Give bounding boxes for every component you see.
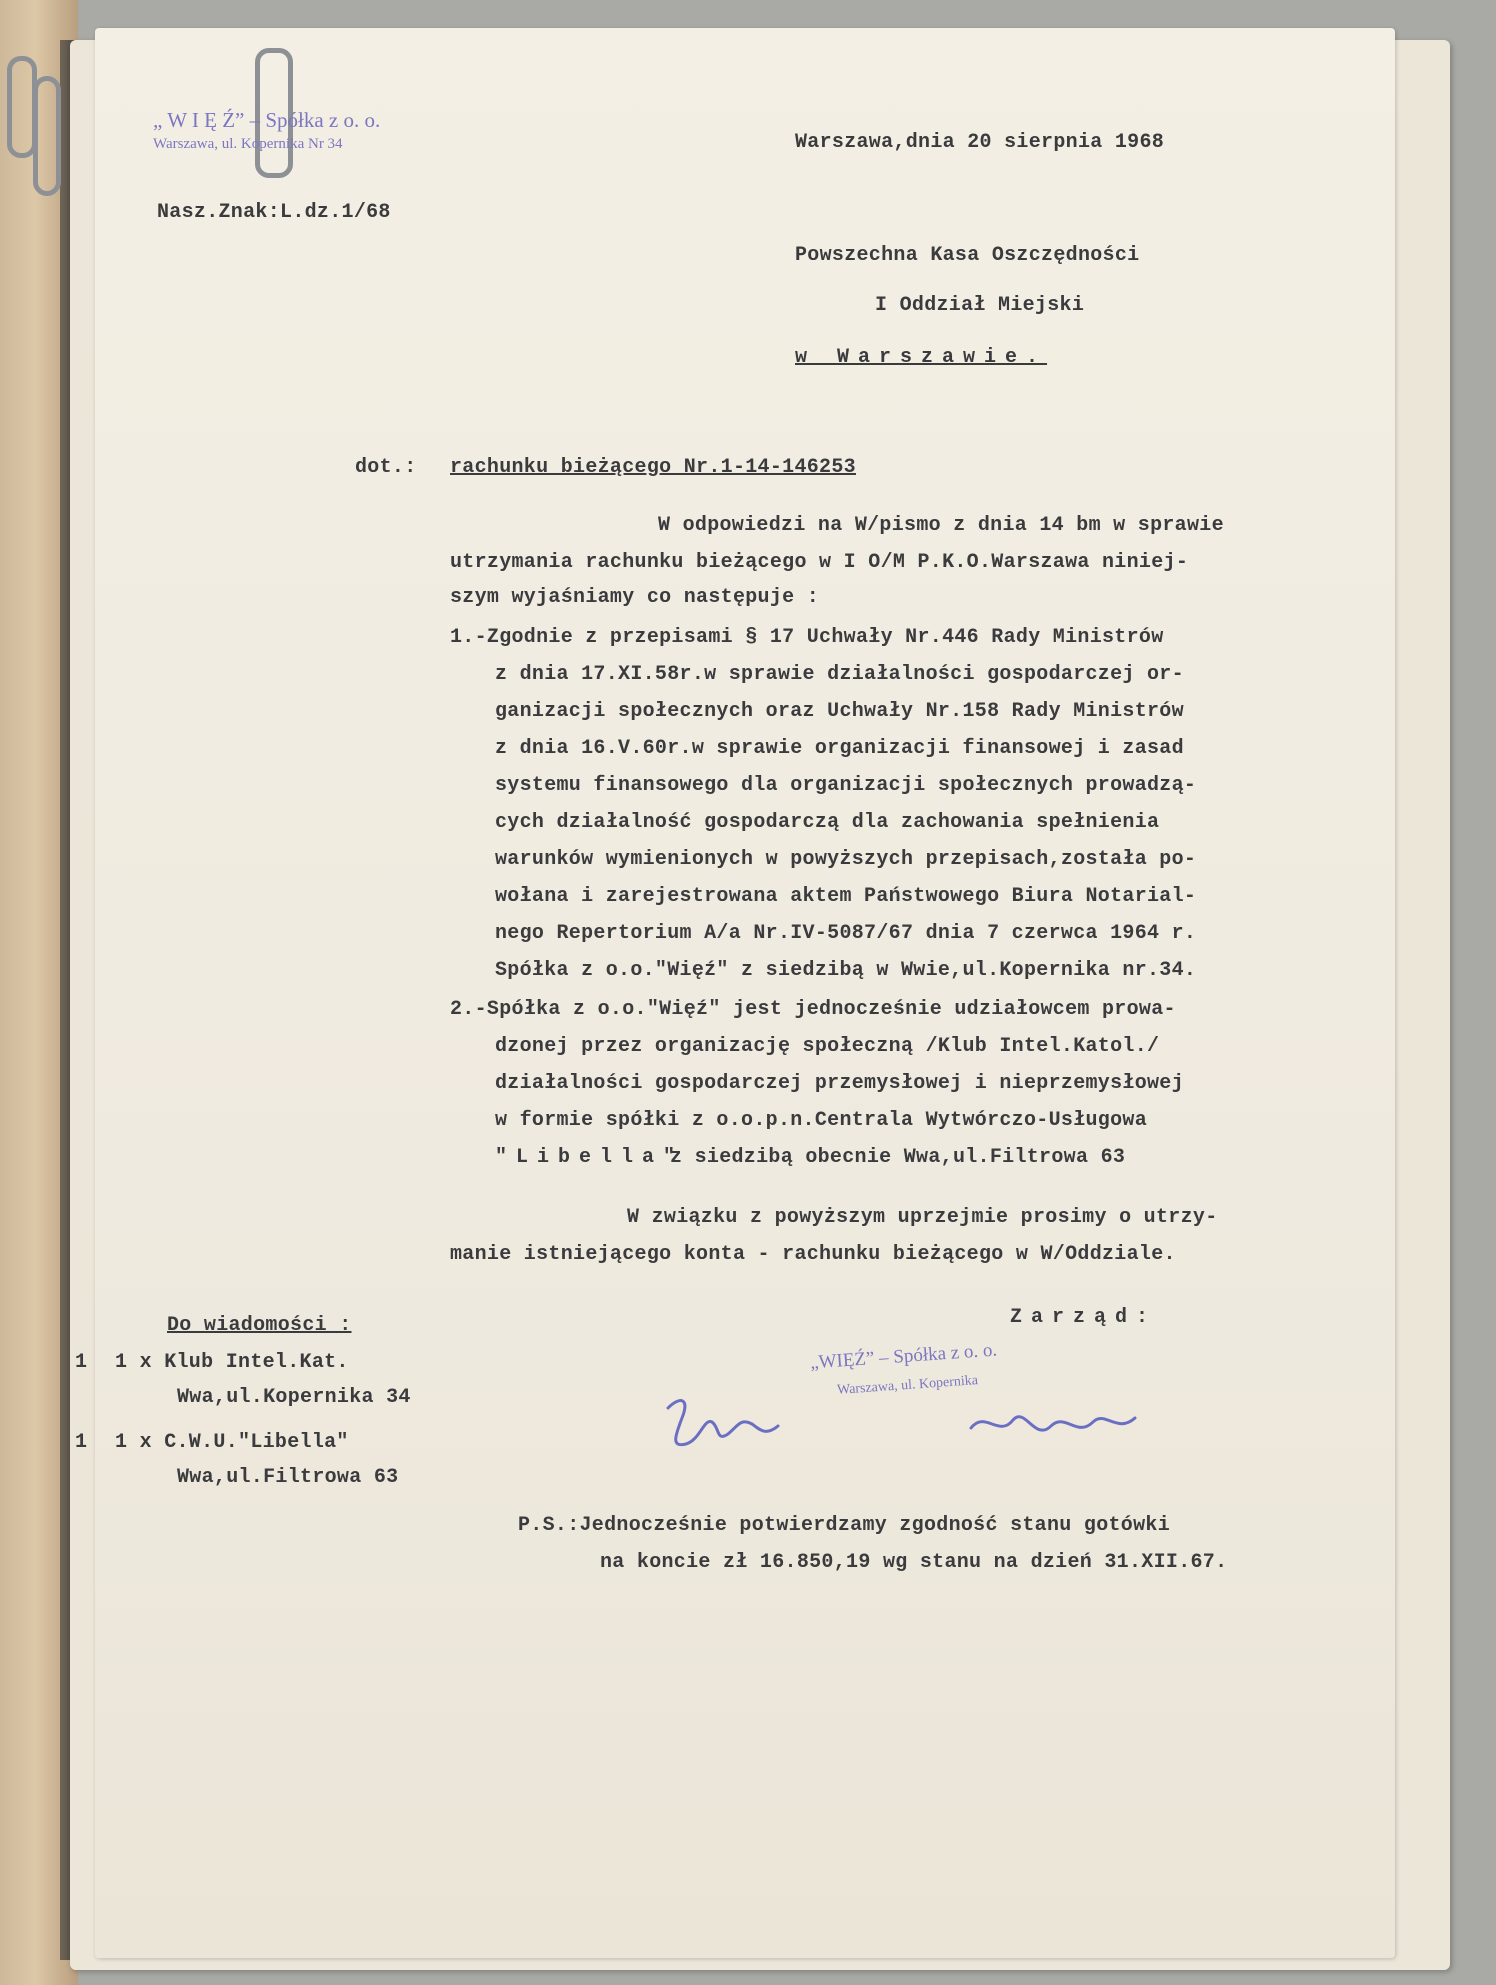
cc-entry-mark: 1 bbox=[75, 1431, 88, 1454]
subject-prefix: dot.: bbox=[355, 456, 417, 479]
point-1-line: warunków wymienionych w powyższych przepisach,została po- bbox=[495, 848, 1197, 871]
cc-entry-line: 1 x C.W.U."Libella" bbox=[115, 1431, 349, 1454]
point-1-line: z dnia 16.V.60r.w sprawie organizacji finansowej i zasad bbox=[495, 737, 1184, 760]
libella-address: z siedzibą obecnie Wwa,ul.Filtrowa 63 bbox=[670, 1146, 1126, 1169]
intro-line: szym wyjaśniamy co następuje : bbox=[450, 586, 820, 609]
signature bbox=[965, 1398, 1145, 1458]
recipient-line-3: w Warszawie. bbox=[795, 346, 1048, 369]
point-1-line: nego Repertorium A/a Nr.IV-5087/67 dnia 7 czerwca 1964 r. bbox=[495, 922, 1197, 945]
point-2-line: działalności gospodarczej przemysłowej i nieprzemysłowej bbox=[495, 1072, 1184, 1095]
point-1-line: cych działalność gospodarczą dla zachowania spełnienia bbox=[495, 811, 1160, 834]
point-1-line: Spółka z o.o."Więź" z siedzibą w Wwie,ul.Kopernika nr.34. bbox=[495, 959, 1197, 982]
closing-line: W związku z powyższym uprzejmie prosimy o utrzy- bbox=[627, 1206, 1218, 1229]
libella-name: "Libella" bbox=[495, 1146, 685, 1169]
cc-entry-mark: 1 bbox=[75, 1351, 88, 1374]
board-label: Zarząd: bbox=[1010, 1306, 1158, 1329]
postscript-line: P.S.:Jednocześnie potwierdzamy zgodność stanu gotówki bbox=[518, 1514, 1171, 1537]
point-1-line: z dnia 17.XI.58r.w sprawie działalności gospodarczej or- bbox=[495, 663, 1184, 686]
recipient-line-2: I Oddział Miejski bbox=[875, 294, 1085, 317]
point-1-line: wołana i zarejestrowana aktem Państwowego Biura Notarial- bbox=[495, 885, 1197, 908]
cc-heading: Do wiadomości : bbox=[167, 1314, 352, 1337]
company-stamp-name: „ W I Ę Ź” – Spółka z o. o. bbox=[153, 108, 381, 132]
cc-entry-line: Wwa,ul.Kopernika 34 bbox=[177, 1386, 411, 1409]
company-stamp-bottom-address: Warszawa, ul. Kopernika bbox=[836, 1373, 979, 1398]
intro-line: utrzymania rachunku bieżącego w I O/M P.K.O.Warszawa niniej- bbox=[450, 551, 1189, 574]
paper-clip-left-2 bbox=[33, 76, 61, 196]
recipient-line-1: Powszechna Kasa Oszczędności bbox=[795, 244, 1140, 267]
subject-text: rachunku bieżącego Nr.1-14-146253 bbox=[450, 456, 856, 479]
point-2-line: dzonej przez organizację społeczną /Klub Intel.Katol./ bbox=[495, 1035, 1160, 1058]
point-1-line: 1.-Zgodnie z przepisami § 17 Uchwały Nr.446 Rady Ministrów bbox=[450, 626, 1164, 649]
cc-entry-line: Wwa,ul.Filtrowa 63 bbox=[177, 1466, 399, 1489]
signature bbox=[660, 1388, 800, 1458]
company-stamp-bottom-name: „WIĘŹ” – Spółka z o. o. bbox=[809, 1339, 998, 1374]
postscript-line: na koncie zł 16.850,19 wg stanu na dzień 31.XII.67. bbox=[600, 1551, 1228, 1574]
point-2-line: w formie spółki z o.o.p.n.Centrala Wytwórczo-Usługowa bbox=[495, 1109, 1148, 1132]
point-1-line: ganizacji społecznych oraz Uchwały Nr.158 Rady Ministrów bbox=[495, 700, 1184, 723]
letter-page bbox=[75, 28, 1395, 1958]
cc-entry-line: 1 x Klub Intel.Kat. bbox=[115, 1351, 349, 1374]
intro-line: W odpowiedzi na W/pismo z dnia 14 bm w sprawie bbox=[658, 514, 1224, 537]
point-2-line: 2.-Spółka z o.o."Więź" jest jednocześnie udziałowcem prowa- bbox=[450, 998, 1176, 1021]
closing-line: manie istniejącego konta - rachunku bieżącego w W/Oddziale. bbox=[450, 1243, 1176, 1266]
reference-number: Nasz.Znak:L.dz.1/68 bbox=[157, 201, 391, 224]
company-stamp-address: Warszawa, ul. Kopernika Nr 34 bbox=[153, 136, 343, 152]
letter-date: Warszawa,dnia 20 sierpnia 1968 bbox=[795, 131, 1165, 154]
point-1-line: systemu finansowego dla organizacji społecznych prowadzą- bbox=[495, 774, 1197, 797]
